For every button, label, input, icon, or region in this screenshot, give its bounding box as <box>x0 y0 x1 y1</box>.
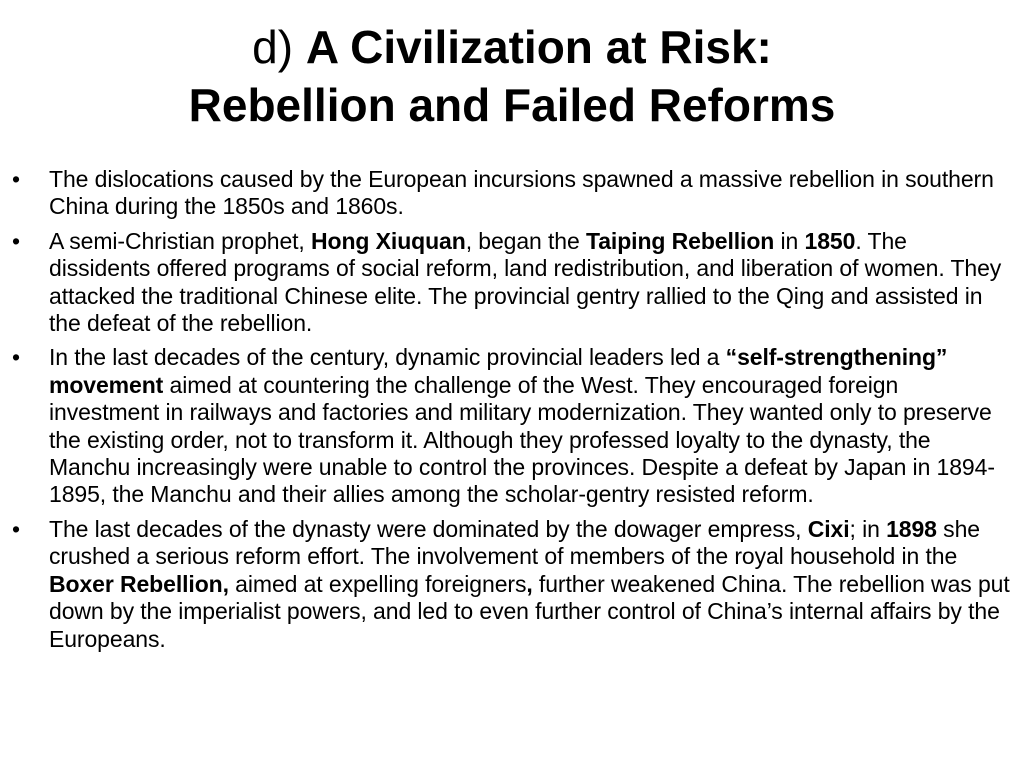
bullet-text: A semi-Christian prophet, <box>49 227 312 254</box>
bullet-item <box>12 228 1012 338</box>
bullet-item <box>12 344 1012 508</box>
bullet-item <box>12 516 1012 653</box>
bullet-text-bold: Cixi <box>807 515 850 542</box>
bullet-text: she crushed a serious reform effort. The involvement of members of the royal household in the <box>49 515 980 570</box>
bullet-text: in <box>774 227 805 254</box>
bullet-item <box>12 166 1012 221</box>
title-line-2: Rebellion and Failed Reforms <box>188 79 836 131</box>
bullet-text-bold: Boxer Rebellion, <box>49 570 229 597</box>
bullet-text: aimed at expelling foreigners <box>228 570 527 597</box>
bullet-text-bold: 1898 <box>886 515 937 542</box>
bullet-text: . The dissidents offered programs of social reform, land redistribution, and liberation of women. They attacked the traditional Chinese elite. The provincial gentry rallied to the Qing and assisted in the defeat of the rebellion. <box>49 227 1002 337</box>
bullet-list <box>12 166 1012 660</box>
bullet-text: further weakened China. The rebellion was put down by the imperialist powers, and led to even further control of China’s internal affairs by the Europeans. <box>49 570 1010 652</box>
bullet-marker: • <box>12 515 20 542</box>
bullet-text-bold: Taiping Rebellion <box>585 227 775 254</box>
bullet-text-bold: Hong Xiuquan <box>311 227 466 254</box>
bullet-marker: • <box>12 227 20 254</box>
bullet-text: The dislocations caused by the European incursions spawned a massive rebellion in southern China during the 1850s and 1860s. <box>49 166 994 220</box>
bullet-text: In the last decades of the century, dynamic provincial leaders led a <box>49 344 726 371</box>
bullet-text: , began the <box>465 227 586 254</box>
bullet-text: ; in <box>849 515 887 542</box>
slide-title <box>0 18 1024 134</box>
bullet-text-bold: 1850 <box>804 227 856 254</box>
bullet-text-bold: , <box>526 570 533 597</box>
title-prefix: d) <box>252 21 306 73</box>
bullet-text-bold: “self-strengthening” movement <box>49 344 948 398</box>
title-line-1: A Civilization at Risk: <box>305 21 772 73</box>
bullet-marker: • <box>12 166 20 192</box>
bullet-text: The last decades of the dynasty were dominated by the dowager empress, <box>49 515 808 542</box>
bullet-marker: • <box>12 344 20 371</box>
bullet-text: aimed at countering the challenge of the West. They encouraged foreign investment in railways and factories and military modernization. They wanted only to preserve the existing order, not to transform it. Although they professed loyalty to the dynasty, the Manchu increasingly were unable to control the provinces. Despite a defeat by Japan in 1894-1895, the Manchu and their allies among the scholar-gentry resisted reform. <box>49 371 995 508</box>
